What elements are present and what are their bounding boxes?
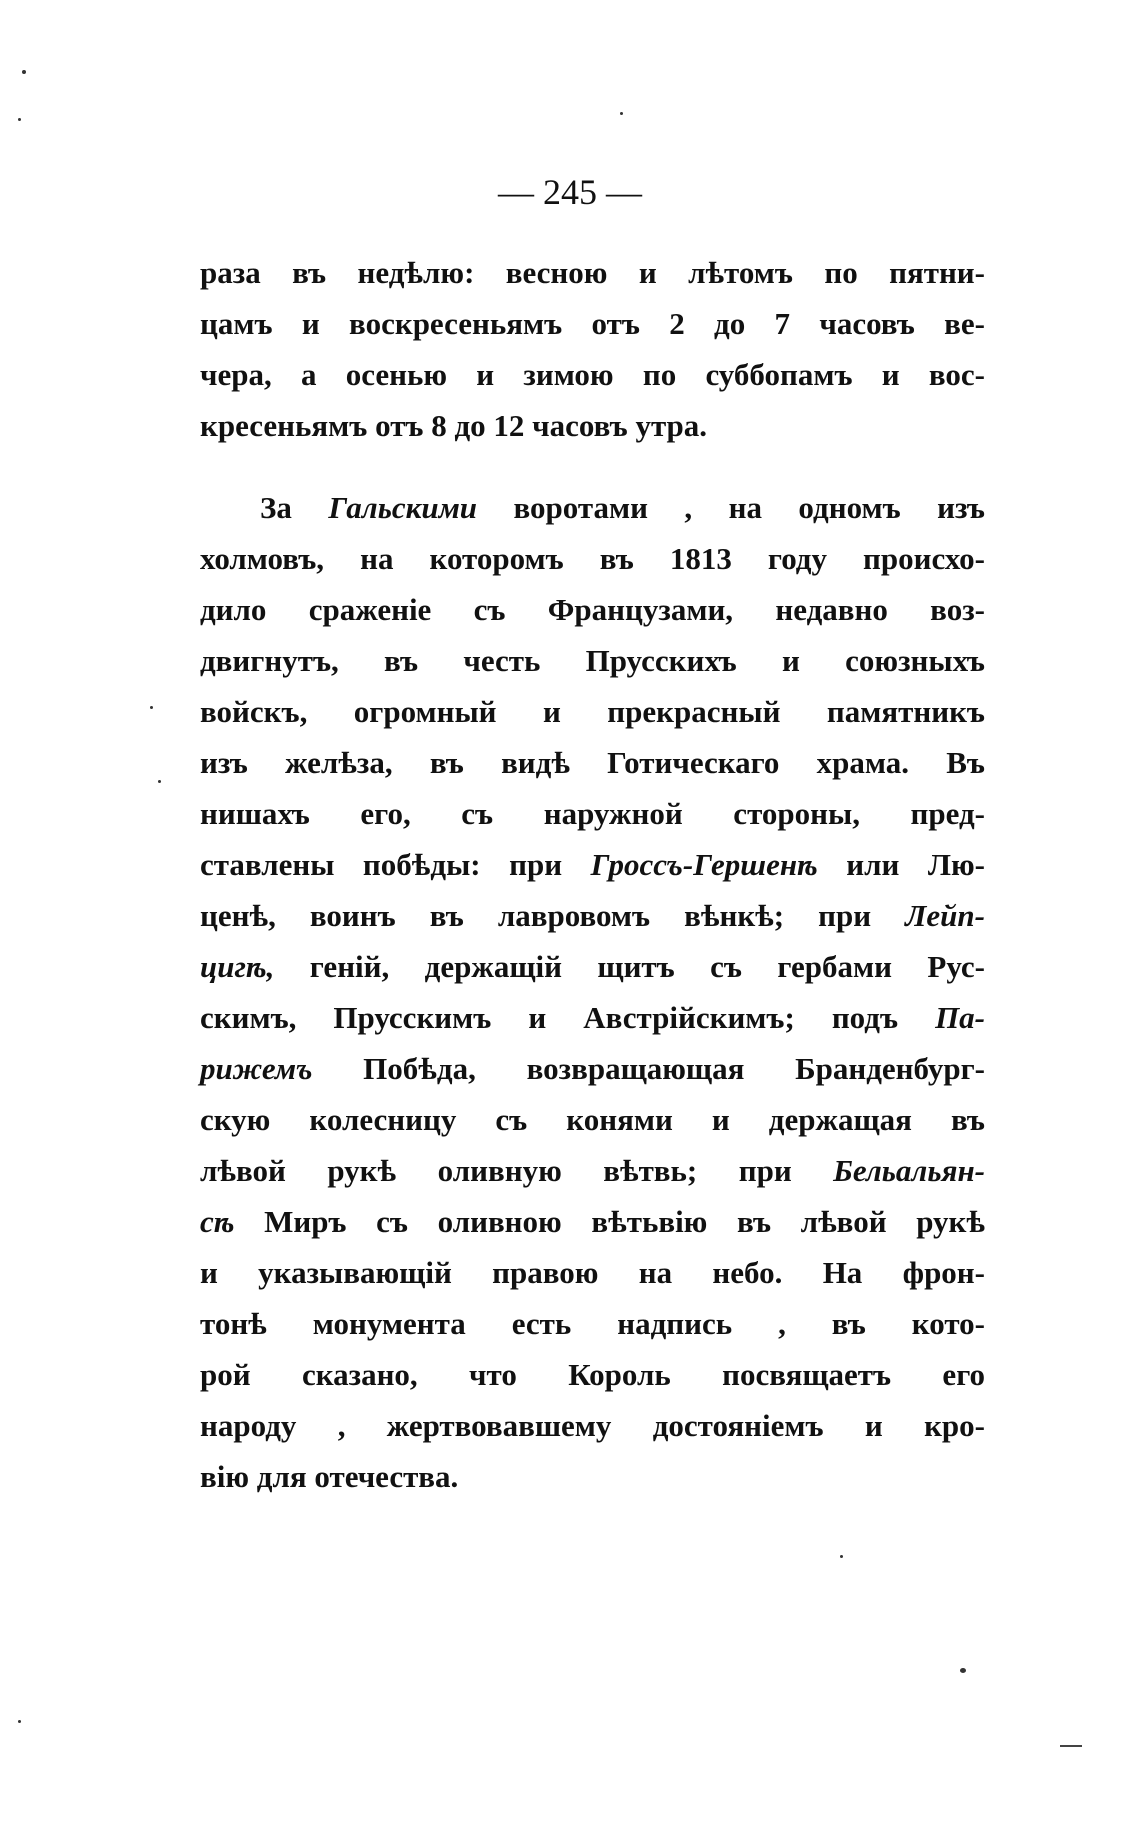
text-line: чера, а осенью и зимою по суббопамъ и вос-	[200, 357, 985, 392]
text-line: нишахъ его, съ наружной стороны, пред-	[200, 796, 985, 831]
scan-speck	[18, 1720, 21, 1723]
scan-speck	[22, 70, 26, 74]
scan-speck	[158, 780, 161, 783]
paragraph-2	[200, 482, 985, 1502]
text-line: лѣвой рукѣ оливную вѣтвь; при Бельальян-	[200, 1153, 985, 1188]
text-line: кресеньямъ отъ 8 до 12 часовъ утра.	[200, 408, 708, 443]
paragraph-1	[200, 247, 985, 451]
scan-mark	[1060, 1745, 1082, 1747]
text-line: рой сказано, что Король посвящаетъ его	[200, 1357, 985, 1392]
text-line: раза въ недѣлю: весною и лѣтомъ по пятни-	[200, 255, 985, 290]
text-line: скую колесницу съ конями и держащая въ	[200, 1102, 985, 1137]
text-line: рижемъ Побѣда, возвращающая Бранденбург-	[200, 1051, 985, 1086]
text-line: двигнутъ, въ честь Прусскихъ и союзныхъ	[200, 643, 985, 678]
text-line: ценѣ, воинъ въ лавровомъ вѣнкѣ; при Лейп-	[200, 898, 985, 933]
scan-speck	[960, 1668, 966, 1673]
text-line: тонѣ монумента есть надпись , въ кото-	[200, 1306, 985, 1341]
text-line: скимъ, Прусскимъ и Австрійскимъ; подъ Па-	[200, 1000, 985, 1035]
scan-speck	[620, 112, 623, 115]
scan-speck	[840, 1555, 843, 1558]
text-line: сѣ Миръ съ оливною вѣтьвію въ лѣвой рукѣ	[200, 1204, 985, 1239]
text-line: войскъ, огромный и прекрасный памятникъ	[200, 694, 985, 729]
scan-speck	[18, 118, 21, 121]
scan-speck	[150, 706, 153, 709]
text-line: За Гальскими воротами , на одномъ изъ	[260, 490, 985, 525]
page-number: — 245 —	[498, 172, 642, 212]
text-line: вію для отечества.	[200, 1459, 459, 1494]
text-line: цамъ и воскресеньямъ отъ 2 до 7 часовъ ве-	[200, 306, 985, 341]
text-line: ставлены побѣды: при Гроссъ-Гершенѣ или Лю-	[200, 847, 985, 882]
text-line: и указывающій правою на небо. На фрон-	[200, 1255, 985, 1290]
text-line: цигѣ, геній, держащій щитъ съ гербами Рус-	[200, 949, 985, 984]
text-line: холмовъ, на которомъ въ 1813 году происхо-	[200, 541, 985, 576]
text-line: дило сраженіе съ Французами, недавно воз-	[200, 592, 985, 627]
text-line: народу , жертвовавшему достояніемъ и кро-	[200, 1408, 985, 1443]
text-line: изъ желѣза, въ видѣ Готическаго храма. Въ	[200, 745, 985, 780]
